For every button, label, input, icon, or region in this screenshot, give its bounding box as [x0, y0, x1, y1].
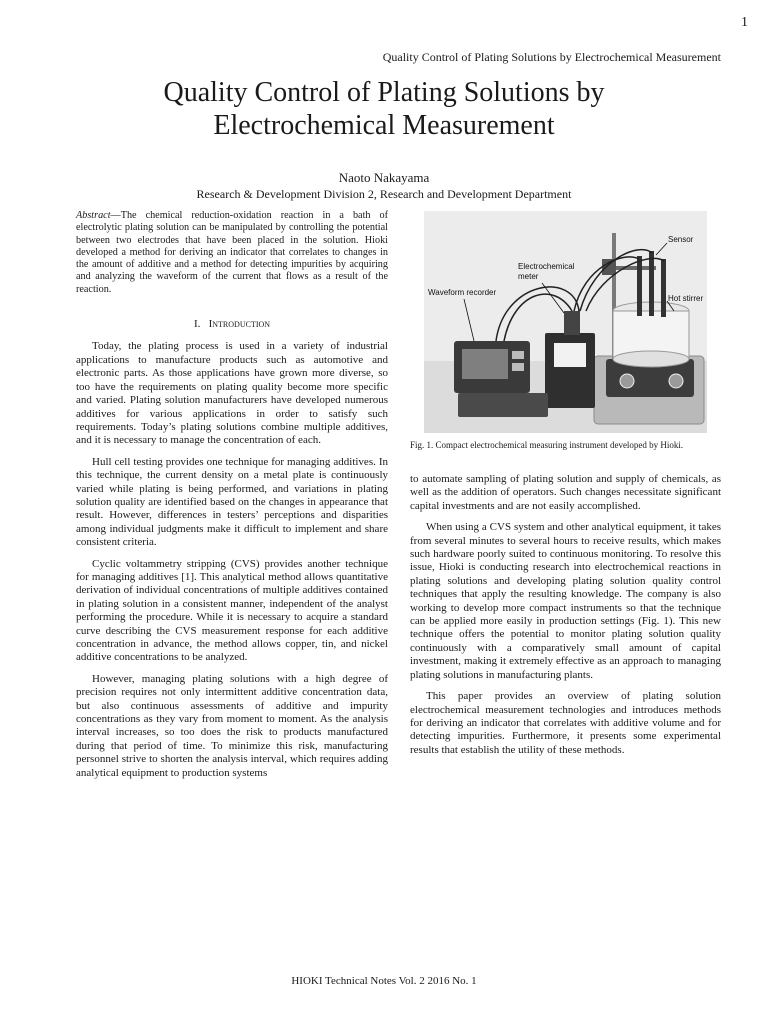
sensor-probe	[637, 256, 642, 316]
paper-title-line-1: Quality Control of Plating Solutions by	[163, 77, 605, 108]
right-column	[410, 473, 721, 765]
label-electrochemical-meter-line-2: meter	[518, 272, 539, 281]
page-number: 1	[741, 15, 748, 30]
label-hot-stirrer: Hot stirrer	[668, 294, 704, 303]
abstract-text: The chemical reduction-oxidation reaction in a bath of electrolytic plating solution can be manipulated by controlling the potential between two electrodes that have been placed in the solution. Hioki developed a method for deriving an indicator that correlates to changes in the amount of additive and a method for detecting impurities by acquiring and analyzing the waveform of the current that flows as a result of the reaction.	[76, 210, 388, 295]
paper-title-line-2: Electrochemical Measurement	[213, 110, 555, 141]
paragraph-cvs-limitations: When using a CVS system and other analytical equipment, it takes from several minutes to several hours to receive results, which makes such hardware poorly suited to continuous monitoring. To resolve this issue, Hioki is conducting research into electrochemical reactions in plating solutions and developing plating solution quality control techniques that apply the resulting knowledge. The company is also working to develop more compact instruments so that the technique can be applied more easily in production settings (Fig. 1). This new technique offers the potential to monitor plating solution quality continuously with a comparatively small amount of capital investment, making it extremely effective as an approach to managing plating solutions in manufacturing plants.	[410, 521, 721, 681]
paragraph-intro-1: Today, the plating process is used in a variety of industrial applications to manufacture products such as automotive and electronic parts. As those applications have grown more diverse, so too have the requirements on plating quality become more specific and varied. Plating solution manufacturers have developed numerous additives for various applications in order to satisfy such requirements. Today’s plating solutions combine multiple additives, and it is necessary to manage the concentration of each.	[76, 340, 388, 447]
page-footer: HIOKI Technical Notes Vol. 2 2016 No. 1	[291, 975, 477, 987]
section-heading-introduction	[76, 318, 388, 331]
paragraph-intro-4: However, managing plating solutions with a high degree of precision requires not only intermittent additive concentration data, but also continuous assessments of additive and impurity concentrations as they vary from moment to moment. As the analysis interval increases, so too does the risk to products manufactured during that period of time. To minimize this risk, manufacturing personnel strive to shorten the analysis interval, which requires adding analytical equipment to production systems	[76, 672, 388, 779]
label-sensor: Sensor	[668, 235, 694, 244]
figure-1-caption: Fig. 1. Compact electrochemical measuring instrument developed by Hioki.	[410, 440, 684, 450]
author-name: Naoto Nakayama	[338, 170, 430, 185]
abstract-dash: —	[110, 210, 121, 221]
instrument-illustration	[424, 211, 707, 433]
figure-1-photo	[424, 211, 707, 433]
left-column	[76, 210, 388, 788]
label-waveform-recorder: Waveform recorder	[428, 288, 497, 297]
author-affiliation: Research & Development Division 2, Research and Development Department	[196, 187, 572, 201]
label-electrochemical-meter-line-1: Electrochemical	[518, 262, 575, 271]
paragraph-paper-overview: This paper provides an overview of plating solution electrochemical measurement technologies and introduces methods for deriving an indicator that correlates with additive volume and for detecting impurities. Furthermore, it presents some experimental results that establish the utility of these methods.	[410, 690, 721, 756]
abstract-label: Abstract	[76, 210, 111, 221]
paragraph-continued: to automate sampling of plating solution and supply of chemicals, as well as the addition of operators. Such changes necessitate significant capital investments and are not easily accomplished.	[410, 473, 721, 512]
paper-title	[0, 76, 768, 142]
abstract	[76, 210, 388, 296]
running-header: Quality Control of Plating Solutions by Electrochemical Measurement	[382, 50, 721, 64]
section-number: I.	[193, 318, 201, 331]
section-title: Introduction	[208, 318, 271, 331]
paragraph-intro-2: Hull cell testing provides one technique for managing additives. In this technique, the current density on a metal plate is continuously varied while plating is being performed, and variations in plating solution quality are identified based on the changes in appearance that result. However, differences in testers’ perceptions and disparities among individual judgments make it difficult to implement and share consistent criteria.	[76, 455, 388, 549]
paragraph-intro-3: Cyclic voltammetry stripping (CVS) provides another technique for managing additives [1]. This analytical method allows quantitative derivation of individual concentrations of multiple additives contained in plating solution in a consistent manner, independent of the analyst performing the procedure. While it is necessary to acquire a standard curve describing the CVS measurement response for each additive concentration in advance, the method allows copper, tin, and nickel additive concentrations to be analyzed.	[76, 557, 388, 664]
